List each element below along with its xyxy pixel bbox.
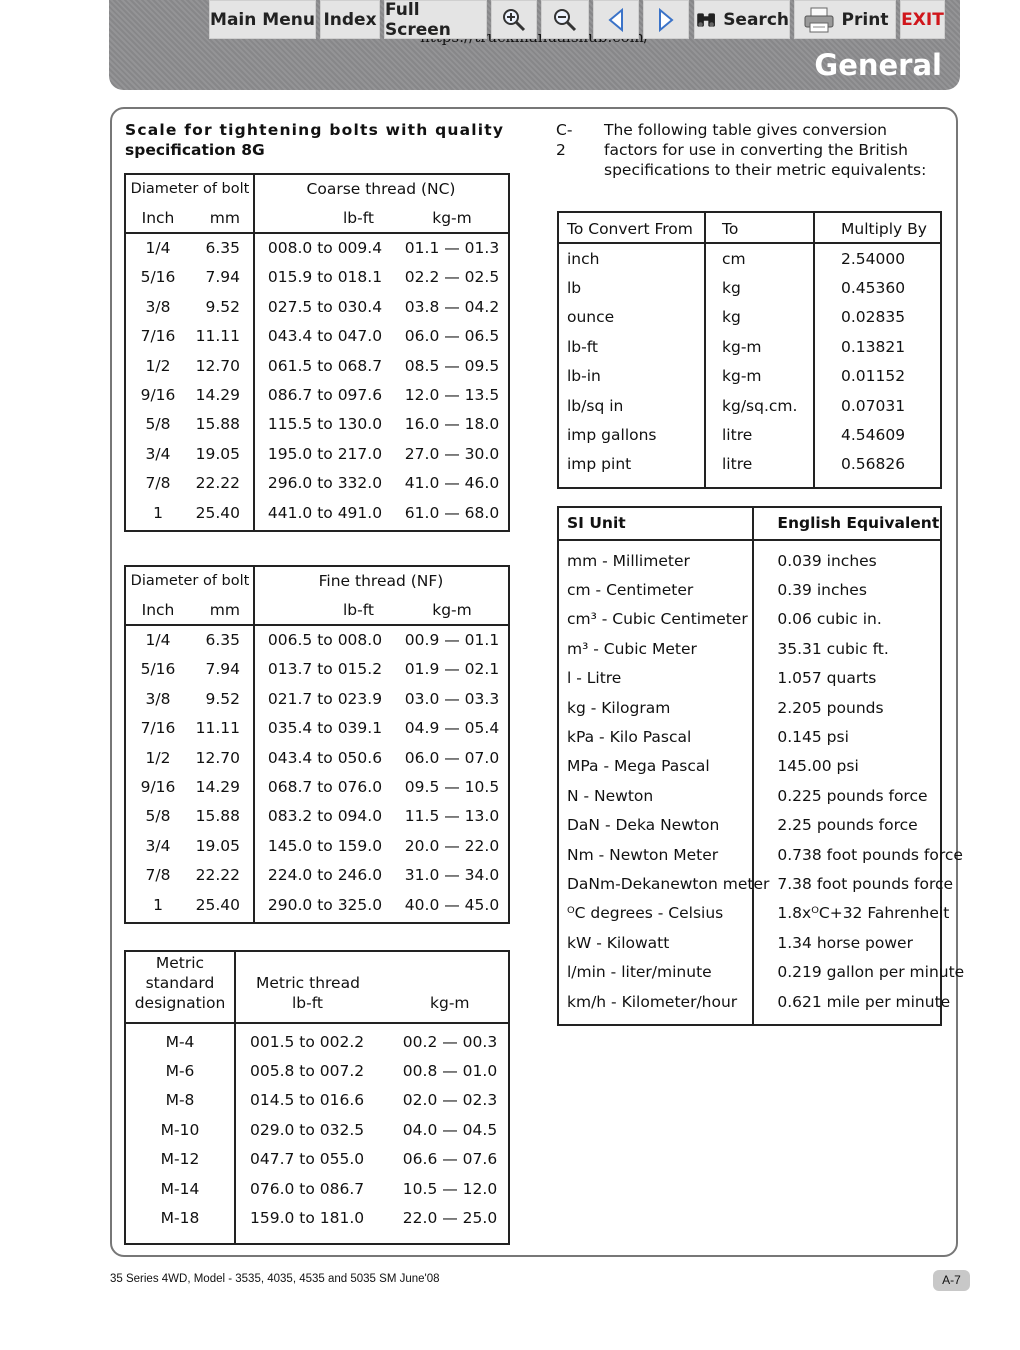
torque-kgm-cell: 09.5 — 10.5 bbox=[404, 778, 500, 797]
table-row bbox=[559, 420, 940, 449]
torque-lbft-cell: 083.2 to 094.0 bbox=[267, 807, 383, 826]
si-unit-cell: DaNm-Dekanewton meter bbox=[567, 874, 770, 893]
torque-kgm-cell: 06.6 — 07.6 bbox=[402, 1150, 498, 1169]
bolt-mm-cell: 15.88 bbox=[195, 807, 240, 826]
bolt-mm-cell: 11.11 bbox=[195, 327, 240, 346]
bolt-mm-cell: 6.35 bbox=[205, 630, 240, 649]
table-row bbox=[126, 772, 508, 801]
table-row bbox=[559, 391, 940, 420]
english-equivalent-cell: 0.06 cubic in. bbox=[777, 610, 882, 629]
bolt-inch-cell: 1 bbox=[153, 895, 163, 914]
si-unit-cell: cm³ - Cubic Centimeter bbox=[567, 610, 748, 629]
table-row bbox=[126, 890, 508, 919]
arrow-left-icon bbox=[605, 7, 627, 33]
si-unit-cell: mm - Millimeter bbox=[567, 551, 690, 570]
table-row bbox=[126, 684, 508, 713]
bolt-mm-cell: 9.52 bbox=[205, 297, 240, 316]
si-unit-cell: l/min - liter/minute bbox=[567, 963, 712, 982]
torque-kgm-cell: 08.5 — 09.5 bbox=[404, 356, 500, 375]
bolt-mm-cell: 7.94 bbox=[205, 660, 240, 679]
si-unit-cell: kg - Kilogram bbox=[567, 698, 671, 717]
multiplier-cell: 0.45360 bbox=[841, 279, 906, 298]
torque-lbft-cell: 043.4 to 050.6 bbox=[267, 748, 383, 767]
table-row bbox=[126, 714, 508, 743]
convert-from-cell: lb-in bbox=[567, 367, 601, 386]
english-equivalent-cell: 0.219 gallon per minute bbox=[777, 963, 965, 982]
table-row bbox=[126, 498, 508, 527]
conversion-grid: To Convert From To Multiply By inch cm 2.54000 lb kg 0.45360 ounce kg 0.02835 lb-ft kg-m 0.13821 lb-in kg-m 0.01152 lb/sq in kg/sq.cm. 0.07031 imp gallons litre 4.54609 imp pint litre 0.56826 bbox=[559, 214, 940, 479]
bolt-mm-cell: 6.35 bbox=[205, 238, 240, 257]
metric-designation-cell: M-12 bbox=[160, 1150, 200, 1169]
table-row bbox=[559, 811, 964, 840]
convert-to-cell: kg bbox=[722, 279, 741, 298]
bolt-inch-cell: 3/4 bbox=[145, 836, 171, 855]
metric-header-kgm: kg-m bbox=[430, 994, 470, 1012]
torque-kgm-cell: 06.0 — 07.0 bbox=[404, 748, 500, 767]
main-menu-button[interactable]: Main Menu bbox=[209, 0, 316, 39]
bolt-mm-cell: 7.94 bbox=[205, 268, 240, 287]
english-equivalent-cell: 0.39 inches bbox=[777, 581, 867, 600]
torque-lbft-cell: 296.0 to 332.0 bbox=[267, 474, 383, 493]
search-button[interactable]: Search bbox=[694, 0, 790, 39]
table-row bbox=[559, 987, 964, 1016]
torque-lbft-cell: 043.4 to 047.0 bbox=[267, 327, 383, 346]
print-button[interactable]: Print bbox=[794, 0, 896, 39]
english-equivalent-cell: 2.205 pounds bbox=[777, 698, 884, 717]
si-unit-cell: N - Newton bbox=[567, 786, 654, 805]
torque-kgm-cell: 06.0 — 06.5 bbox=[404, 327, 500, 346]
table-row bbox=[126, 380, 508, 409]
table-row bbox=[126, 410, 508, 439]
table-row bbox=[126, 1203, 508, 1232]
bolt-inch-cell: 7/16 bbox=[140, 327, 176, 346]
table-row bbox=[126, 1174, 508, 1203]
torque-lbft-cell: 061.5 to 068.7 bbox=[267, 356, 383, 375]
torque-kgm-cell: 00.2 — 00.3 bbox=[402, 1032, 498, 1051]
table-row bbox=[559, 273, 940, 302]
bolt-inch-cell: 5/16 bbox=[140, 268, 176, 287]
multiplier-cell: 0.02835 bbox=[841, 308, 906, 327]
table-row bbox=[126, 831, 508, 860]
table-row bbox=[126, 802, 508, 831]
bolt-inch-cell: 1/2 bbox=[145, 356, 171, 375]
zoom-out-icon bbox=[552, 7, 578, 33]
table-row bbox=[126, 1086, 508, 1115]
convert-from-cell: lb/sq in bbox=[567, 396, 624, 415]
torque-lbft-cell: 047.7 to 055.0 bbox=[250, 1150, 365, 1169]
torque-kgm-cell: 12.0 — 13.5 bbox=[404, 386, 500, 405]
metric-designation-cell: M-18 bbox=[160, 1209, 200, 1228]
bolt-inch-cell: 3/8 bbox=[145, 297, 171, 316]
torque-lbft-cell: 076.0 to 086.7 bbox=[250, 1179, 365, 1198]
torque-lbft-cell: 013.7 to 015.2 bbox=[267, 660, 383, 679]
torque-lbft-cell: 035.4 to 039.1 bbox=[267, 719, 383, 738]
english-equivalent-cell: 0.225 pounds force bbox=[777, 786, 928, 805]
table-row bbox=[126, 263, 508, 292]
bolt-mm-cell: 25.40 bbox=[195, 895, 240, 914]
bolt-mm-cell: 19.05 bbox=[195, 836, 240, 855]
torque-lbft-cell: 145.0 to 159.0 bbox=[267, 836, 383, 855]
convert-to-cell: kg-m bbox=[722, 367, 762, 386]
english-equivalent-cell: 2.25 pounds force bbox=[777, 816, 918, 835]
bolt-mm-cell: 12.70 bbox=[195, 748, 240, 767]
torque-lbft-cell: 086.7 to 097.6 bbox=[267, 386, 383, 405]
torque-lbft-cell: 159.0 to 181.0 bbox=[250, 1209, 365, 1228]
bolt-mm-cell: 11.11 bbox=[195, 719, 240, 738]
page-number: A-7 bbox=[933, 1270, 970, 1291]
table-row bbox=[126, 655, 508, 684]
convert-to-cell: kg/sq.cm. bbox=[722, 396, 798, 415]
torque-lbft-cell: 029.0 to 032.5 bbox=[250, 1120, 365, 1139]
metric-header-lbft: lb-ft bbox=[292, 994, 323, 1012]
torque-kgm-cell: 31.0 — 34.0 bbox=[404, 866, 500, 885]
bolt-inch-cell: 1/4 bbox=[145, 630, 171, 649]
bolt-inch-cell: 1 bbox=[153, 503, 163, 522]
torque-lbft-cell: 005.8 to 007.2 bbox=[250, 1062, 365, 1081]
english-equivalent-cell: 1.057 quarts bbox=[777, 669, 877, 688]
printer-icon bbox=[802, 6, 836, 34]
english-equivalent-cell: 7.38 foot pounds force bbox=[777, 874, 954, 893]
exit-button[interactable]: EXIT bbox=[900, 0, 945, 39]
bolt-mm-cell: 9.52 bbox=[205, 689, 240, 708]
bolt-inch-cell: 9/16 bbox=[140, 386, 176, 405]
multiplier-cell: 0.13821 bbox=[841, 337, 906, 356]
table-heading: Scale for tightening bolts with quality specification 8G bbox=[125, 121, 505, 159]
torque-kgm-cell: 22.0 — 25.0 bbox=[402, 1209, 498, 1228]
torque-lbft-cell: 068.7 to 076.0 bbox=[267, 778, 383, 797]
table-row bbox=[559, 575, 964, 604]
c2-text: The following table gives conversion factors for use in converting the British specifications to their metric equivalents: bbox=[604, 121, 927, 179]
bolt-inch-cell: 5/16 bbox=[140, 660, 176, 679]
table-row bbox=[126, 1027, 508, 1056]
torque-kgm-cell: 10.5 — 12.0 bbox=[402, 1179, 498, 1198]
torque-kgm-cell: 04.0 — 04.5 bbox=[402, 1120, 498, 1139]
table-row bbox=[559, 869, 964, 898]
torque-kgm-cell: 01.1 — 01.3 bbox=[404, 238, 500, 257]
metric-designation-cell: M-4 bbox=[165, 1032, 195, 1051]
si-unit-cell: l - Litre bbox=[567, 669, 622, 688]
convert-from-cell: imp gallons bbox=[567, 426, 657, 445]
bolt-inch-cell: 1/2 bbox=[145, 748, 171, 767]
torque-kgm-cell: 00.9 — 01.1 bbox=[404, 630, 500, 649]
torque-kgm-cell: 11.5 — 13.0 bbox=[404, 807, 500, 826]
footer-model-text: 35 Series 4WD, Model - 3535, 4035, 4535 and 5035 SM June'08 bbox=[110, 1273, 440, 1285]
torque-lbft-cell: 001.5 to 002.2 bbox=[250, 1032, 365, 1051]
convert-from-cell: lb bbox=[567, 279, 582, 298]
torque-kgm-cell: 27.0 — 30.0 bbox=[404, 444, 500, 463]
multiplier-cell: 0.01152 bbox=[841, 367, 906, 386]
torque-kgm-cell: 02.2 — 02.5 bbox=[404, 268, 500, 287]
torque-kgm-cell: 41.0 — 46.0 bbox=[404, 474, 500, 493]
section-title: General bbox=[814, 48, 942, 82]
torque-kgm-cell: 03.0 — 03.3 bbox=[404, 689, 500, 708]
arrow-right-icon bbox=[655, 7, 677, 33]
torque-lbft-cell: 008.0 to 009.4 bbox=[267, 238, 383, 257]
fine-thread-grid: Diameter of bolt Fine thread (NF) Inch mm lb-ft kg-m 1/4 6.35 006.5 to 008.0 00.9 — 01.1 5/16 7.94 013.7 to 015.2 01.9 — 02.1 3/8 9.52 021.7 to 023.9 03.0 — 03.3 7/16 11.11 035.4 to 039.1 04.9 — 05.4 1/2 12.70 043.4 to 050.6 06.0 — 07.0 9/16 14.29 068.7 to 076.0 09.5 — 10.5 5/8 15.88 083.2 to 094.0 11.5 — 13.0 3/4 19.05 145.0 to 159.0 20.0 — 22.0 7/8 22.22 224.0 to 246.0 31.0 — 34.0 1 25.40 290.0 to 325.0 40.0 — 45.0 bbox=[126, 566, 508, 919]
zoom-out-button[interactable] bbox=[541, 0, 589, 39]
full-screen-button[interactable]: Full Screen bbox=[384, 0, 487, 39]
torque-lbft-cell: 014.5 to 016.6 bbox=[250, 1091, 365, 1110]
metric-thread-grid bbox=[126, 1027, 508, 1233]
si-unit-cell: ᴼC degrees - Celsius bbox=[567, 904, 724, 923]
coarse-thread-grid: Diameter of bolt Coarse thread (NC) Inch mm lb-ft kg-m 1/4 6.35 008.0 to 009.4 01.1 — 01.3 5/16 7.94 015.9 to 018.1 02.2 — 02.5 3/8 9.52 027.5 to 030.4 03.8 — 04.2 7/16 11.11 043.4 to 047.0 06.0 — 06.5 1/2 12.70 061.5 to 068.7 08.5 — 09.5 9/16 14.29 086.7 to 097.6 12.0 — 13.5 5/8 15.88 115.5 to 130.0 16.0 — 18.0 3/4 19.05 195.0 to 217.0 27.0 — 30.0 7/8 22.22 296.0 to 332.0 41.0 — 46.0 1 25.40 441.0 to 491.0 61.0 — 68.0 bbox=[126, 174, 508, 527]
binoculars-icon bbox=[695, 7, 717, 33]
si-unit-cell: cm - Centimeter bbox=[567, 581, 694, 600]
torque-lbft-cell: 290.0 to 325.0 bbox=[267, 895, 383, 914]
bolt-mm-cell: 22.22 bbox=[195, 866, 240, 885]
table-row bbox=[126, 322, 508, 351]
convert-to-cell: cm bbox=[722, 249, 746, 268]
torque-kgm-cell: 04.9 — 05.4 bbox=[404, 719, 500, 738]
multiplier-cell: 0.56826 bbox=[841, 455, 906, 474]
bolt-inch-cell: 3/8 bbox=[145, 689, 171, 708]
bolt-inch-cell: 5/8 bbox=[145, 415, 171, 434]
si-unit-cell: Nm - Newton Meter bbox=[567, 845, 719, 864]
table-row bbox=[126, 1145, 508, 1174]
si-unit-cell: kPa - Kilo Pascal bbox=[567, 728, 692, 747]
bolt-inch-cell: 1/4 bbox=[145, 238, 171, 257]
si-unit-cell: MPa - Mega Pascal bbox=[567, 757, 710, 776]
table-row bbox=[559, 781, 964, 810]
metric-header-std: Metric standard designation bbox=[134, 954, 226, 1012]
convert-from-cell: imp pint bbox=[567, 455, 632, 474]
english-equivalent-cell: 0.738 foot pounds force bbox=[777, 845, 963, 864]
metric-header-thread: Metric thread bbox=[256, 974, 360, 992]
english-equivalent-cell: 145.00 psi bbox=[777, 757, 859, 776]
table-row bbox=[559, 303, 940, 332]
convert-from-cell: inch bbox=[567, 249, 600, 268]
table-row bbox=[126, 743, 508, 772]
torque-kgm-cell: 01.9 — 02.1 bbox=[404, 660, 500, 679]
bolt-inch-cell: 7/8 bbox=[145, 866, 171, 885]
table-row bbox=[126, 625, 508, 655]
next-page-button[interactable] bbox=[643, 0, 689, 39]
si-unit-grid: SI Unit English Equivalent mm - Millimeter 0.039 inches cm - Centimeter 0.39 inches cm³ - Cubic Centimeter 0.06 cubic in. m³ - Cubic Meter 35.31 cubic ft. l - Litre 1.057 quarts kg - Kilogram 2.205 pounds kPa - Kilo Pascal 0.145 psi MPa - Mega Pascal 145.00 psi N - Newton 0.225 pounds force DaN - Deka Newton 2.25 pounds force Nm - Newton Meter 0.738 foot pounds force DaNm-Dekanewton meter 7.38 foot pounds force ᴼC degrees - Celsius 1.8xᴼC+32 Fahrenheit kW - Kilowatt 1.34 horse power l/min - liter/minute 0.219 gallon per minute km/h - Kilometer/hour 0.621 mile per minute bbox=[559, 508, 964, 1016]
torque-lbft-cell: 195.0 to 217.0 bbox=[267, 444, 383, 463]
table-row bbox=[559, 605, 964, 634]
table-row bbox=[559, 332, 940, 361]
table-row bbox=[559, 752, 964, 781]
torque-lbft-cell: 027.5 to 030.4 bbox=[267, 297, 383, 316]
bolt-inch-cell: 3/4 bbox=[145, 444, 171, 463]
torque-lbft-cell: 021.7 to 023.9 bbox=[267, 689, 383, 708]
table-row bbox=[559, 634, 964, 663]
convert-to-cell: kg bbox=[722, 308, 741, 327]
metric-designation-cell: M-14 bbox=[160, 1179, 200, 1198]
convert-from-cell: ounce bbox=[567, 308, 615, 327]
si-unit-cell: km/h - Kilometer/hour bbox=[567, 992, 738, 1011]
torque-lbft-cell: 015.9 to 018.1 bbox=[267, 268, 383, 287]
multiplier-cell: 2.54000 bbox=[841, 249, 906, 268]
torque-kgm-cell: 40.0 — 45.0 bbox=[404, 895, 500, 914]
metric-designation-cell: M-10 bbox=[160, 1120, 200, 1139]
convert-to-cell: litre bbox=[722, 455, 753, 474]
table-row bbox=[126, 439, 508, 468]
zoom-in-icon bbox=[501, 7, 527, 33]
torque-lbft-cell: 224.0 to 246.0 bbox=[267, 866, 383, 885]
table-row bbox=[559, 664, 964, 693]
convert-to-cell: litre bbox=[722, 426, 753, 445]
table-row bbox=[559, 546, 964, 575]
bolt-mm-cell: 25.40 bbox=[195, 503, 240, 522]
bolt-inch-cell: 9/16 bbox=[140, 778, 176, 797]
table-row bbox=[559, 450, 940, 479]
multiplier-cell: 4.54609 bbox=[841, 426, 906, 445]
english-equivalent-cell: 1.8xᴼC+32 Fahrenheit bbox=[777, 904, 950, 923]
bolt-mm-cell: 12.70 bbox=[195, 356, 240, 375]
table-row bbox=[559, 840, 964, 869]
table-row bbox=[126, 1115, 508, 1144]
torque-lbft-cell: 115.5 to 130.0 bbox=[267, 415, 383, 434]
previous-page-button[interactable] bbox=[593, 0, 639, 39]
bolt-mm-cell: 14.29 bbox=[195, 778, 240, 797]
multiplier-cell: 0.07031 bbox=[841, 396, 906, 415]
torque-kgm-cell: 61.0 — 68.0 bbox=[404, 503, 500, 522]
table-row bbox=[559, 693, 964, 722]
table-row bbox=[126, 351, 508, 380]
table-row bbox=[559, 722, 964, 751]
convert-to-cell: kg-m bbox=[722, 337, 762, 356]
torque-lbft-cell: 006.5 to 008.0 bbox=[267, 630, 383, 649]
torque-kgm-cell: 00.8 — 01.0 bbox=[402, 1062, 498, 1081]
table-row bbox=[126, 292, 508, 321]
table-row bbox=[126, 1056, 508, 1085]
si-unit-cell: m³ - Cubic Meter bbox=[567, 639, 697, 658]
bolt-mm-cell: 15.88 bbox=[195, 415, 240, 434]
torque-lbft-cell: 441.0 to 491.0 bbox=[267, 503, 383, 522]
torque-kgm-cell: 03.8 — 04.2 bbox=[404, 297, 500, 316]
table-row bbox=[559, 957, 964, 986]
table-row bbox=[559, 928, 964, 957]
english-equivalent-cell: 0.039 inches bbox=[777, 551, 877, 570]
si-unit-cell: DaN - Deka Newton bbox=[567, 816, 720, 835]
english-equivalent-cell: 0.145 psi bbox=[777, 728, 849, 747]
zoom-in-button[interactable] bbox=[491, 0, 537, 39]
bolt-mm-cell: 22.22 bbox=[195, 474, 240, 493]
table-row bbox=[559, 362, 940, 391]
metric-designation-cell: M-8 bbox=[165, 1091, 195, 1110]
convert-from-cell: lb-ft bbox=[567, 337, 598, 356]
table-row bbox=[126, 861, 508, 890]
english-equivalent-cell: 1.34 horse power bbox=[777, 933, 913, 952]
english-equivalent-cell: 0.621 mile per minute bbox=[777, 992, 951, 1011]
torque-kgm-cell: 02.0 — 02.3 bbox=[402, 1091, 498, 1110]
si-unit-cell: kW - Kilowatt bbox=[567, 933, 670, 952]
c2-label: C-2 bbox=[556, 121, 573, 159]
index-button[interactable]: Index bbox=[320, 0, 380, 39]
bolt-mm-cell: 14.29 bbox=[195, 386, 240, 405]
torque-kgm-cell: 20.0 — 22.0 bbox=[404, 836, 500, 855]
torque-kgm-cell: 16.0 — 18.0 bbox=[404, 415, 500, 434]
english-equivalent-cell: 35.31 cubic ft. bbox=[777, 639, 889, 658]
bolt-inch-cell: 5/8 bbox=[145, 807, 171, 826]
bolt-mm-cell: 19.05 bbox=[195, 444, 240, 463]
bolt-inch-cell: 7/8 bbox=[145, 474, 171, 493]
metric-designation-cell: M-6 bbox=[165, 1062, 195, 1081]
table-row bbox=[126, 469, 508, 498]
table-row bbox=[559, 244, 940, 273]
bolt-inch-cell: 7/16 bbox=[140, 719, 176, 738]
table-row bbox=[559, 899, 964, 928]
table-row bbox=[126, 233, 508, 263]
